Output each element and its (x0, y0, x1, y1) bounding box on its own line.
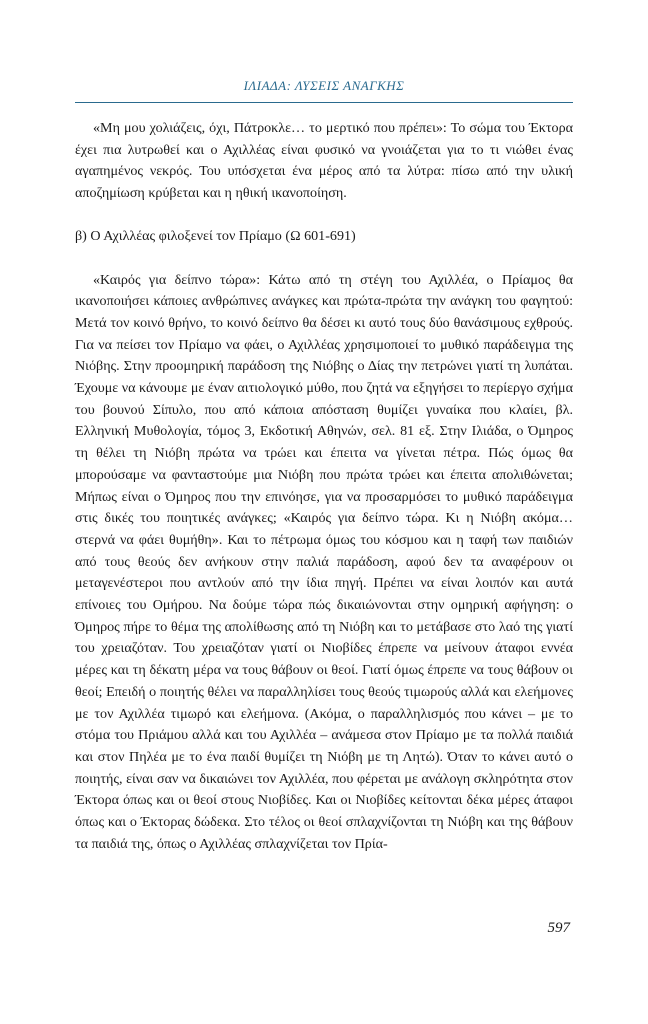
paragraph-2: «Καιρός για δείπνο τώρα»: Κάτω από τη στέγη του Αχιλλέα, ο Πρίαμος θα ικανοποιήσει κάποιες ανθρώπινες ανάγκες και πρώτα-πρώτα την ανάγκη του φαγητού: Μετά τον κοινό θρήνο, το κοινό δείπνο θα δέσει κι αυτό τους δύο θανάσιμους εχθρούς. Για να πείσει τον Πρίαμο να φάει, ο Αχιλλέας χρησιμοποιεί το μυθικό παράδειγμα της Νιόβης. Στην προομηρική παράδοση της Νιόβης ο Δίας την πετρώνει γιατί τη λυπάται. Έχουμε να κάνουμε με έναν αιτιολογικό μύθο, που ζητά να εξηγήσει το περίεργο σχήμα του βουνού Σίπυλο, που από κάποια απόσταση θυμίζει γυναίκα που κλαίει, βλ. Ελληνική Μυθολογία, τόμος 3, Εκδοτική Αθηνών, σελ. 81 εξ. Στην Ιλιάδα, ο Όμηρος τη θέλει τη Νιόβη πρώτα να τρώει και έπειτα να γίνεται πέτρα. Πώς όμως θα μπορούσαμε να φανταστούμε μια Νιόβη που πρώτα τρώει και έπειτα απολιθώνεται; Μήπως είναι ο Όμηρος που την επινόησε, για να προσαρμόσει το μυθικό παράδειγμα στις δικές του ποιητικές ανάγκες; «Καιρός για δείπνο τώρα. Κι η Νιόβη ακόμα… στερνά να φάει θυμήθη». Και το πέτρωμα όμως του κόσμου και η ταφή των παιδιών από τους θεούς δεν ανήκουν στην παλιά παράδοση, αφού δεν τα αναφέρουν οι μεταγενέστεροι που αντλούν από την ίδια πηγή. Πρέπει να είναι λοιπόν και αυτά επίνοιες του Ομήρου. Να δούμε τώρα πώς δικαιώνονται στην ομηρική αφήγηση: ο Όμηρος πήρε το θέμα της απολίθωσης από τη Νιόβη και το μετάβασε στο λαό της γιατί του χρειαζόταν. Του χρειαζόταν γιατί οι Νιοβίδες έπρεπε να μείνουν άταφοι εννέα μέρες και τη δέκατη μέρα να τους θάβουν οι θεοί. Γιατί όμως έπρεπε να τους θάβουν οι θεοί; Επειδή ο ποιητής θέλει να παραλληλίσει τους θεούς τιμωρούς αλλά και ελεήμονες με τον Αχιλλέα τιμωρό και ελεήμονα. (Ακόμα, ο παραλληλισμός που κάνει – με το στόμα του Πριάμου αλλά και του Αχιλλέα – ανάμεσα στον Πρίαμο με τα πολλά παιδιά και στον Πηλέα με το ένα παιδί θυμίζει τη Νιόβη με τη Λητώ). Όταν το κάνει αυτό ο ποιητής, είναι σαν να δικαιώνει τον Αχιλλέα, που φέρεται με ανάλογη σκληρότητα στον Έκτορα όπως και οι θεοί στους Νιοβίδες. Και οι Νιοβίδες κείτονται δέκα μέρες άταφοι όπως και ο Έκτορας δώδεκα. Στο τέλος οι θεοί σπλαχνίζονται τη Νιόβη και της θάβουν τα παιδιά της, όπως ο Αχιλλέας σπλαχνίζεται τον Πρία- (75, 271, 573, 852)
page-number: 597 (547, 920, 570, 936)
paragraph-1: «Μη μου χολιάζεις, όχι, Πάτροκλε… το μερτικό που πρέπει»: Το σώμα του Έκτορα έχει πια λυτρωθεί και ο Αχιλλέας είναι φυσικό να γνοιάζεται για το τι νιώθει ένας αγαπημένος νεκρός. Του υπόσχεται ένα μέρος από τα λύτρα: πίσω από την υλική αποζημίωση κρύβεται και η ηθική ικανοποίηση. (75, 120, 573, 202)
section-subheading: β) Ο Αχιλλέας φιλοξενεί τον Πρίαμο (Ω 601-691) (75, 227, 356, 244)
main-text (75, 118, 573, 856)
header-rule (75, 102, 573, 103)
running-header: ΙΛΙΑΔΑ: ΛΥΣΕΙΣ ΑΝΑΓΚΗΣ (243, 78, 405, 93)
